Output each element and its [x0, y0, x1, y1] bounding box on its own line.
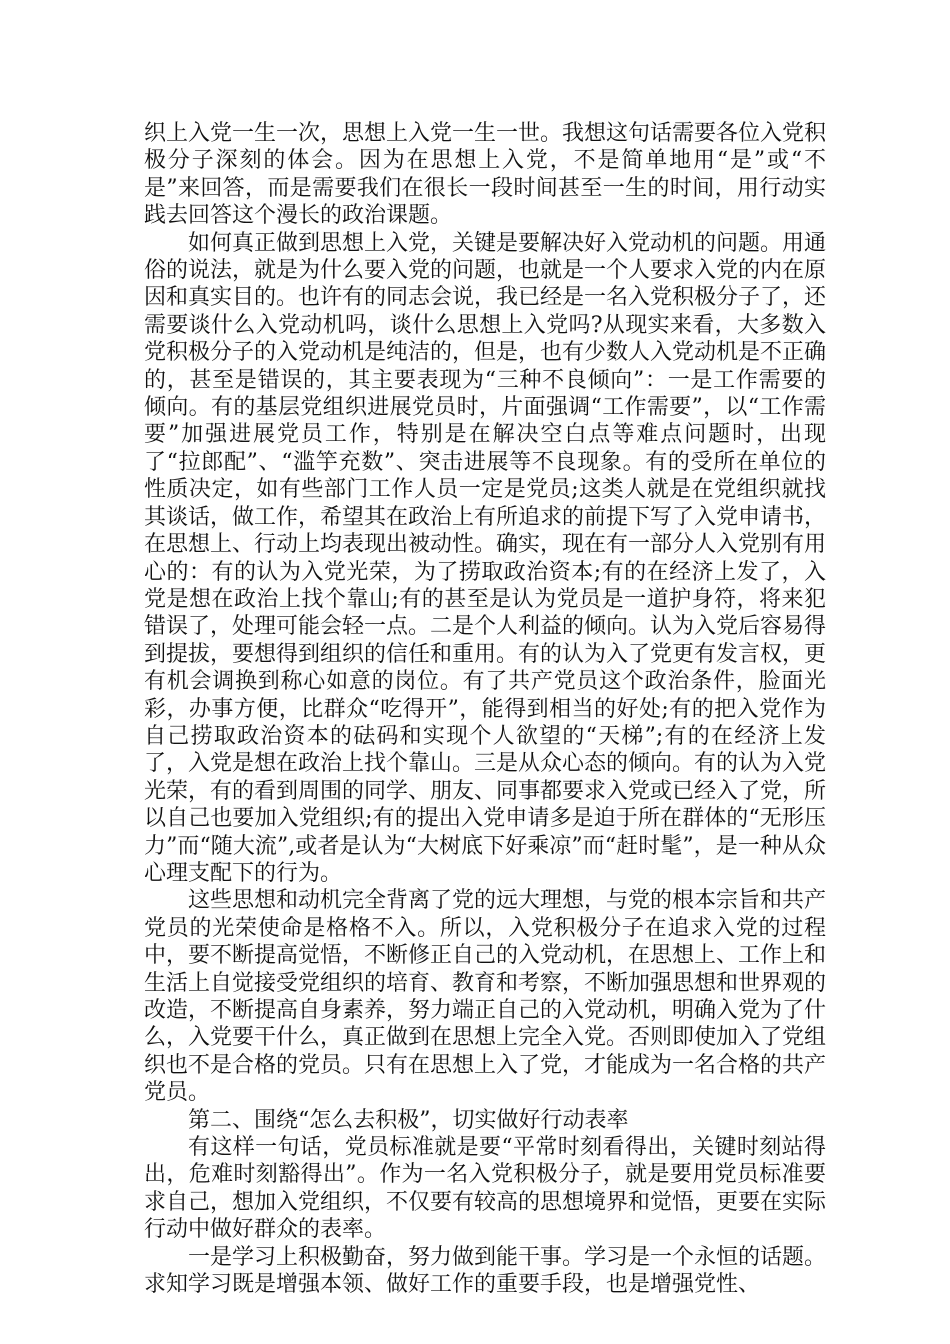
section-heading: 第二、围绕“怎么去积极”，切实做好行动表率: [188, 1107, 629, 1133]
paragraph-5: 一是学习上积极勤奋，努力做到能干事。学习是一个永恒的话题。求知学习既是增强本领、做好工作的重要手段，也是增强党性、: [144, 1244, 827, 1298]
paragraph-3: 这些思想和动机完全背离了党的远大理想，与党的根本宗旨和共产党员的光荣使命是格格不入。所以，入党积极分子在追求入党的过程中，要不断提高觉悟，不断修正自己的入党动机，在思想上、工作上和生活上自觉接受党组织的培育、教育和考察，不断加强思想和世界观的改造，不断提高自身素养，努力端正自己的入党动机，明确入党为了什么，入党要干什么，真正做到在思想上完全入党。否则即使加入了党组织也不是合格的党员。只有在思想上入了党，才能成为一名合格的共产党员。: [144, 888, 827, 1106]
paragraph-2: 如何真正做到思想上入党，关键是要解决好入党动机的问题。用通俗的说法，就是为什么要入党的问题，也就是一个人要求入党的内在原因和真实目的。也许有的同志会说，我已经是一名入党积极分子了，还需要谈什么入党动机吗，谈什么思想上入党吗?从现实来看，大多数入党积极分子的入党动机是纯洁的，但是，也有少数人入党动机是不正确的，甚至是错误的，其主要表现为“三种不良倾向”：一是工作需要的倾向。有的基层党组织进展党员时，片面强调“工作需要”，以“工作需要”加强进展党员工作，特别是在解决空白点等难点问题时，出现了“拉郎配”、“滥竽充数”、突击进展等不良现象。有的受所在单位的性质决定，如有些部门工作人员一定是党员;这类人就是在党组织就找其谈话，做工作，希望其在政治上有所追求的前提下写了入党申请书，在思想上、行动上均表现出被动性。确实，现在有一部分人入党别有用心的：有的认为入党光荣，为了捞取政治资本;有的在经济上发了，入党是想在政治上找个靠山;有的甚至是认为党员是一道护身符，将来犯错误了，处理可能会轻一点。二是个人利益的倾向。认为入党后容易得到提拔，要想得到组织的信任和重用。有的认为入了党更有发言权，更有机会调换到称心如意的岗位。有了共产党员这个政治条件，脸面光彩，办事方便，比群众“吃得开”，能得到相当的好处;有的把入党作为自己捞取政治资本的砝码和实现个人欲望的“天梯”;有的在经济上发了，入党是想在政治上找个靠山。三是从众心态的倾向。有的认为入党光荣，有的看到周围的同学、朋友、同事都要求入党或已经入了党，所以自己也要加入党组织;有的提出入党申请多是迫于所在群体的“无形压力”而“随大流”,或者是认为“大树底下好乘凉”而“赶时髦”，是一种从众心理支配下的行为。: [144, 230, 827, 886]
paragraph-1: 织上入党一生一次，思想上入党一生一世。我想这句话需要各位入党积极分子深刻的体会。因为在思想上入党，不是简单地用“是”或“不是”来回答，而是需要我们在很长一段时间甚至一生的时间，用行动实践去回答这个漫长的政治课题。: [144, 121, 827, 229]
paragraph-4: 有这样一句话，党员标准就是要“平常时刻看得出，关键时刻站得出，危难时刻豁得出”。作为一名入党积极分子，就是要用党员标准要求自己，想加入党组织，不仅要有较高的思想境界和觉悟，更要在实际行动中做好群众的表率。: [144, 1135, 827, 1243]
document-body: [144, 120, 826, 1298]
